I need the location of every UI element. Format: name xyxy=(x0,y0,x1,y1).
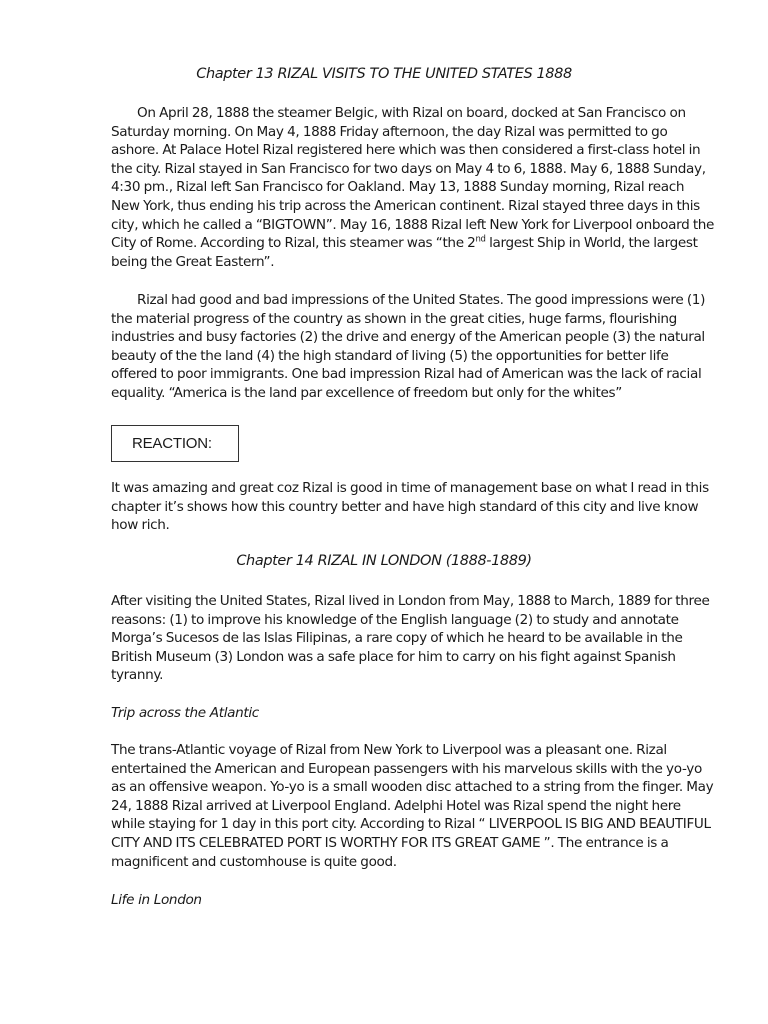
chapter-13-title: Chapter 13 RIZAL VISITS TO THE UNITED STATES 1888 xyxy=(196,66,572,82)
chapter-13-paragraph-1-text: On April 28, 1888 the steamer Belgic, with Rizal on board, docked at San Francisco on Saturday morning. On May 4, 1888 Friday afternoon, the day Rizal was permitted to go ashore. At Palace Hotel Rizal registered here which was then considered a first-class hotel in the city. Rizal stayed in San Francisco for two days on May 4 to 6, 1888. May 6, 1888 Sunday, 4:30 pm., Rizal left San Francisco for Oakland. May 13, 1888 Sunday morning, Rizal reach New York, thus ending his trip across the American continent. Rizal stayed three days in this city, which he called a “BIGTOWN”. May 16, 1888 Rizal left New York for Liverpool onboard the City of Rome. According to Rizal, this steamer was “the 2 xyxy=(111,105,715,252)
reaction-paragraph: It was amazing and great coz Rizal is good in time of management base on what I read in this chapter it’s shows how this country better and have high standard of this city and live know how rich. xyxy=(111,480,709,534)
subhead-life-in-london: Life in London xyxy=(111,892,202,908)
chapter-14-paragraph-2: The trans-Atlantic voyage of Rizal from New York to Liverpool was a pleasant one. Rizal entertained the American and European passengers with his marvelous skills with the yo-yo as an offensive weapon. Yo-yo is a small wooden disc attached to a string from the finger. May 24, 1888 Rizal arrived at Liverpool England. Adelphi Hotel was Rizal spend the night here while staying for 1 day in this port city. According to Rizal “ LIVERPOOL IS BIG AND BEAUTIFUL CITY AND ITS CELEBRATED PORT IS WORTHY FOR ITS GREAT GAME ”. The entrance is a magnificent and customhouse is quite good. xyxy=(111,742,714,870)
chapter-13-paragraph-1 xyxy=(111,104,715,271)
reaction-box xyxy=(111,425,239,462)
reaction-label: REACTION: xyxy=(132,435,212,452)
subhead-trip-across-atlantic: Trip across the Atlantic xyxy=(111,705,259,721)
ordinal-superscript: nd xyxy=(475,234,486,245)
chapter-14-paragraph-1: After visiting the United States, Rizal lived in London from May, 1888 to March, 1889 for three reasons: (1) to improve his knowledge of the English language (2) to study and annotate Morga’s Sucesos de las Islas Filipinas, a rare copy of which he heard to be available in the British Museum (3) London was a safe place for him to carry on his fight against Spanish tyranny. xyxy=(111,593,710,684)
chapter-13-paragraph-1-end: largest Ship in World, the largest being the Great Eastern”. xyxy=(111,235,698,270)
chapter-13-paragraph-2: Rizal had good and bad impressions of the United States. The good impressions were (1) the material progress of the country as shown in the great cities, huge farms, flourishing industries and busy factories (2) the drive and energy of the American people (3) the natural beauty of the the land (4) the high standard of living (5) the opportunities for better life offered to poor immigrants. One bad impression Rizal had of American was the lack of racial equality. “America is the land par excellence of freedom but only for the whites” xyxy=(111,292,706,401)
chapter-14-title: Chapter 14 RIZAL IN LONDON (1888-1889) xyxy=(236,553,532,569)
